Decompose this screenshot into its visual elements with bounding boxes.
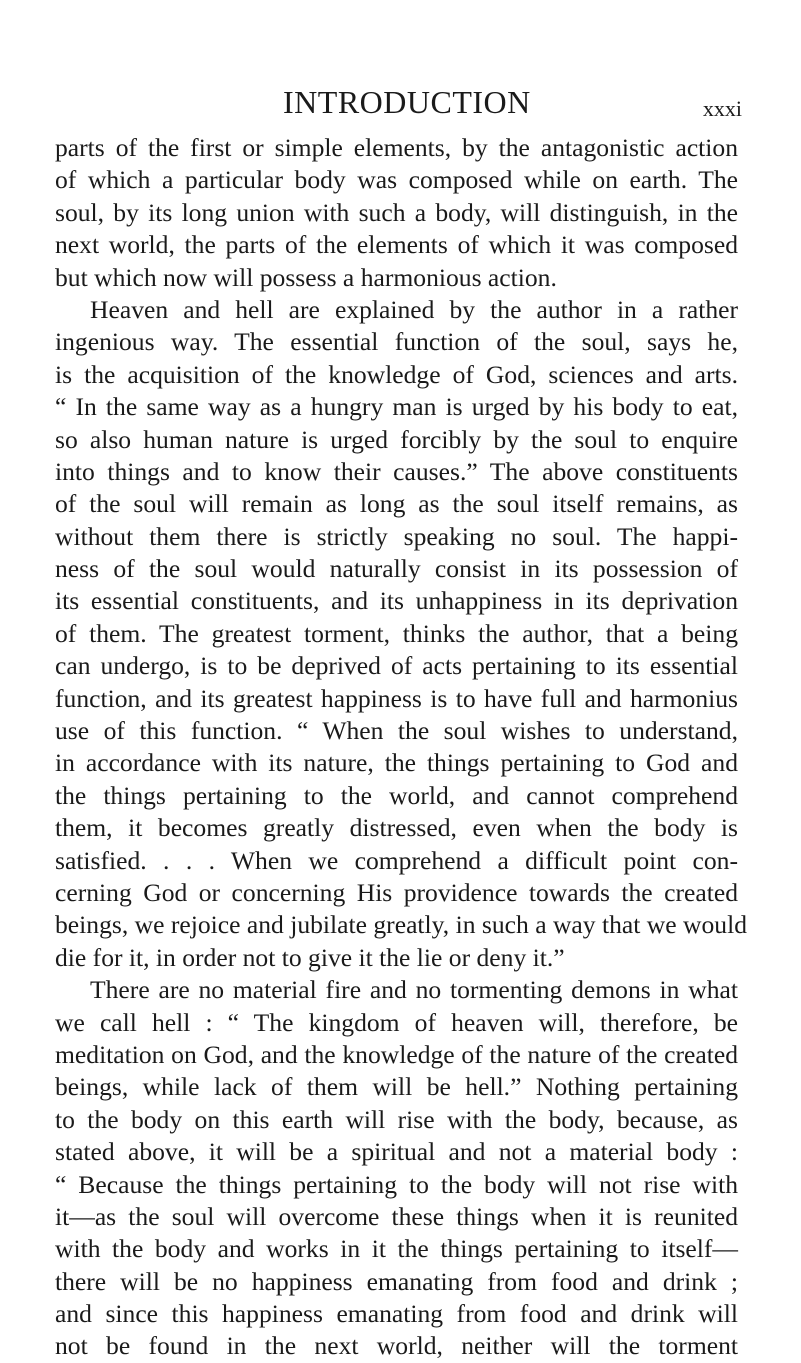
text-line: There are no material fire and no tormenting demons in what	[90, 975, 738, 1005]
text-line: use of this function. “ When the soul wishes to understand,	[55, 716, 738, 746]
text-line: “ Because the things pertaining to the body will not rise with	[55, 1169, 738, 1199]
text-line: beings, we rejoice and jubilate greatly, in such a way that we would	[55, 910, 747, 940]
text-line: its essential constituents, and its unhappiness in its deprivation	[55, 586, 738, 616]
text-line: ingenious way. The essential function of the soul, says he,	[55, 327, 738, 357]
text-line: stated above, it will be a spiritual and not a material body :	[55, 1137, 738, 1167]
text-line: the things pertaining to the world, and cannot comprehend	[55, 780, 738, 810]
running-title: INTRODUCTION	[283, 84, 531, 120]
running-head	[0, 82, 801, 122]
page-number: xxxi	[702, 96, 742, 121]
text-line: it—as the soul will overcome these things when it is reunited	[55, 1201, 738, 1231]
text-line: beings, while lack of them will be hell.” Nothing pertaining	[55, 1072, 738, 1102]
text-line: in accordance with its nature, the things pertaining to God and	[55, 748, 738, 778]
text-line: “ In the same way as a hungry man is urged by his body to eat,	[55, 392, 738, 422]
text-line: of the soul will remain as long as the soul itself remains, as	[55, 489, 738, 519]
text-line: meditation on God, and the knowledge of the nature of the created	[55, 1039, 738, 1069]
text-line: into things and to know their causes.” The above constituents	[55, 456, 738, 486]
text-line: with the body and works in it the things pertaining to itself—	[55, 1234, 738, 1264]
text-line: them, it becomes greatly distressed, even when the body is	[55, 813, 738, 843]
text-line: there will be no happiness emanating from food and drink ;	[55, 1266, 738, 1296]
text-line: function, and its greatest happiness is to have full and harmonius	[55, 683, 738, 713]
text-line: cerning God or concerning His providence towards the created	[55, 877, 738, 907]
text-line: but which now will possess a harmonious action.	[55, 262, 557, 292]
text-line: next world, the parts of the elements of which it was composed	[55, 230, 738, 260]
text-line: ness of the soul would naturally consist in its possession of	[55, 554, 738, 584]
text-line: parts of the first or simple elements, by the antagonistic action	[55, 133, 738, 162]
text-line: satisfied. . . . When we comprehend a difficult point con-	[55, 845, 738, 875]
text-line: is the acquisition of the knowledge of God, sciences and arts.	[55, 359, 738, 389]
text-line: and since this happiness emanating from food and drink will	[55, 1299, 738, 1329]
text-line: can undergo, is to be deprived of acts pertaining to its essential	[55, 651, 738, 681]
text-line: of them. The greatest torment, thinks the author, that a being	[55, 618, 738, 648]
text-line: to the body on this earth will rise with the body, because, as	[55, 1104, 738, 1134]
text-line: die for it, in order not to give it the lie or deny it.”	[55, 942, 565, 972]
text-line: soul, by its long union with such a body, will distinguish, in the	[55, 197, 738, 227]
text-line: Heaven and hell are explained by the author in a rather	[90, 294, 738, 324]
body-text	[55, 132, 747, 1363]
text-line: not be found in the next world, neither will the torment	[55, 1331, 738, 1361]
text-line: of which a particular body was composed while on earth. The	[55, 165, 738, 195]
text-line: so also human nature is urged forcibly by the soul to enquire	[55, 424, 738, 454]
text-line: we call hell : “ The kingdom of heaven will, therefore, be	[55, 1007, 738, 1037]
text-line: without them there is strictly speaking no soul. The happi-	[55, 521, 738, 551]
